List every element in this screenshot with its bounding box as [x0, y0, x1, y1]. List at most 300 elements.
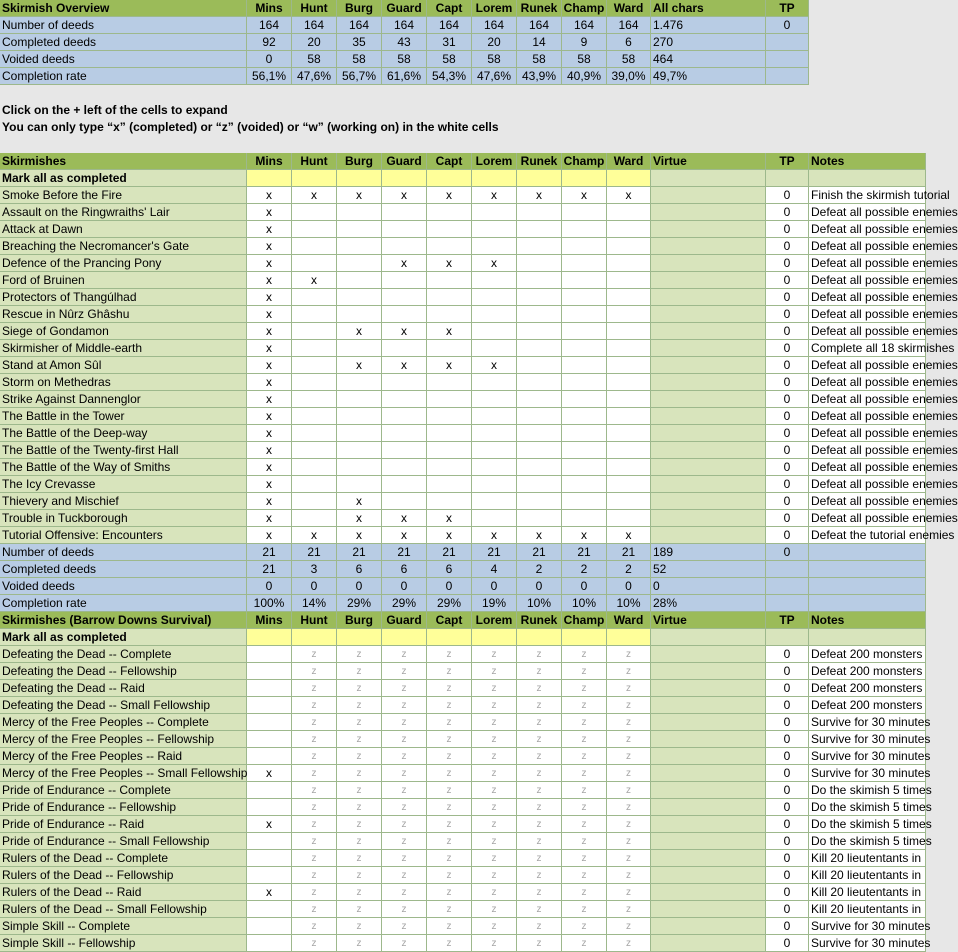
deed-cell[interactable]	[247, 782, 292, 799]
deed-cell[interactable]	[382, 238, 427, 255]
voided-cell[interactable]: z	[517, 765, 562, 782]
voided-cell[interactable]: z	[517, 850, 562, 867]
voided-cell[interactable]: z	[292, 833, 337, 850]
voided-cell[interactable]: z	[292, 680, 337, 697]
deed-cell[interactable]	[427, 221, 472, 238]
deed-cell[interactable]	[382, 476, 427, 493]
deed-cell[interactable]	[247, 646, 292, 663]
deed-cell[interactable]: x	[337, 493, 382, 510]
deed-cell[interactable]	[292, 510, 337, 527]
deed-cell[interactable]	[382, 306, 427, 323]
voided-cell[interactable]: z	[562, 901, 607, 918]
mark-all-cell[interactable]	[607, 629, 651, 646]
deed-cell[interactable]	[562, 323, 607, 340]
deed-cell[interactable]	[517, 493, 562, 510]
voided-cell[interactable]: z	[607, 884, 651, 901]
voided-cell[interactable]: z	[607, 935, 651, 952]
voided-cell[interactable]: z	[607, 714, 651, 731]
mark-all-cell[interactable]	[562, 629, 607, 646]
deed-cell[interactable]: x	[247, 204, 292, 221]
deed-cell[interactable]	[382, 493, 427, 510]
deed-cell[interactable]	[517, 289, 562, 306]
voided-cell[interactable]: z	[382, 918, 427, 935]
deed-cell[interactable]: x	[292, 187, 337, 204]
deed-cell[interactable]	[427, 425, 472, 442]
voided-cell[interactable]: z	[427, 748, 472, 765]
deed-cell[interactable]: x	[247, 306, 292, 323]
deed-cell[interactable]: x	[472, 255, 517, 272]
deed-cell[interactable]: x	[337, 527, 382, 544]
voided-cell[interactable]: z	[382, 697, 427, 714]
voided-cell[interactable]: z	[562, 748, 607, 765]
deed-cell[interactable]	[247, 731, 292, 748]
voided-cell[interactable]: z	[337, 680, 382, 697]
deed-cell[interactable]: x	[607, 527, 651, 544]
deed-cell[interactable]	[517, 425, 562, 442]
deed-cell[interactable]	[517, 306, 562, 323]
mark-all-cell[interactable]	[337, 629, 382, 646]
deed-cell[interactable]	[292, 425, 337, 442]
deed-cell[interactable]	[427, 408, 472, 425]
deed-cell[interactable]: x	[382, 357, 427, 374]
deed-cell[interactable]	[247, 901, 292, 918]
deed-cell[interactable]	[607, 357, 651, 374]
deed-cell[interactable]	[247, 867, 292, 884]
deed-cell[interactable]	[292, 306, 337, 323]
voided-cell[interactable]: z	[382, 833, 427, 850]
deed-cell[interactable]	[562, 459, 607, 476]
voided-cell[interactable]: z	[472, 816, 517, 833]
voided-cell[interactable]: z	[607, 663, 651, 680]
deed-cell[interactable]: x	[247, 340, 292, 357]
voided-cell[interactable]: z	[562, 765, 607, 782]
deed-cell[interactable]: x	[427, 255, 472, 272]
deed-cell[interactable]	[517, 459, 562, 476]
voided-cell[interactable]: z	[292, 748, 337, 765]
voided-cell[interactable]: z	[517, 663, 562, 680]
voided-cell[interactable]: z	[337, 833, 382, 850]
deed-cell[interactable]	[607, 204, 651, 221]
voided-cell[interactable]: z	[382, 867, 427, 884]
voided-cell[interactable]: z	[517, 697, 562, 714]
voided-cell[interactable]: z	[517, 918, 562, 935]
deed-cell[interactable]	[382, 340, 427, 357]
deed-cell[interactable]	[427, 459, 472, 476]
deed-cell[interactable]	[517, 221, 562, 238]
deed-cell[interactable]	[472, 289, 517, 306]
deed-cell[interactable]	[562, 221, 607, 238]
deed-cell[interactable]	[562, 238, 607, 255]
voided-cell[interactable]: z	[472, 697, 517, 714]
deed-cell[interactable]	[247, 748, 292, 765]
voided-cell[interactable]: z	[337, 714, 382, 731]
voided-cell[interactable]: z	[517, 799, 562, 816]
deed-cell[interactable]: x	[247, 255, 292, 272]
voided-cell[interactable]: z	[337, 867, 382, 884]
voided-cell[interactable]: z	[607, 799, 651, 816]
voided-cell[interactable]: z	[607, 850, 651, 867]
mark-all-cell[interactable]	[427, 170, 472, 187]
voided-cell[interactable]: z	[472, 850, 517, 867]
mark-all-cell[interactable]	[472, 629, 517, 646]
deed-cell[interactable]: x	[247, 272, 292, 289]
deed-cell[interactable]: x	[247, 357, 292, 374]
voided-cell[interactable]: z	[607, 646, 651, 663]
mark-all-cell[interactable]	[337, 170, 382, 187]
voided-cell[interactable]: z	[607, 731, 651, 748]
deed-cell[interactable]	[427, 289, 472, 306]
deed-cell[interactable]	[337, 408, 382, 425]
deed-cell[interactable]	[292, 442, 337, 459]
voided-cell[interactable]: z	[562, 714, 607, 731]
deed-cell[interactable]	[562, 289, 607, 306]
voided-cell[interactable]: z	[382, 646, 427, 663]
voided-cell[interactable]: z	[517, 680, 562, 697]
deed-cell[interactable]	[517, 391, 562, 408]
voided-cell[interactable]: z	[427, 935, 472, 952]
deed-cell[interactable]: x	[247, 221, 292, 238]
voided-cell[interactable]: z	[562, 884, 607, 901]
deed-cell[interactable]	[607, 255, 651, 272]
deed-cell[interactable]	[382, 425, 427, 442]
deed-cell[interactable]	[427, 306, 472, 323]
voided-cell[interactable]: z	[382, 782, 427, 799]
voided-cell[interactable]: z	[562, 731, 607, 748]
deed-cell[interactable]	[472, 374, 517, 391]
deed-cell[interactable]	[607, 340, 651, 357]
voided-cell[interactable]: z	[427, 714, 472, 731]
voided-cell[interactable]: z	[562, 680, 607, 697]
deed-cell[interactable]: x	[247, 374, 292, 391]
deed-cell[interactable]: x	[247, 442, 292, 459]
deed-cell[interactable]	[247, 799, 292, 816]
voided-cell[interactable]: z	[472, 867, 517, 884]
deed-cell[interactable]	[427, 374, 472, 391]
deed-cell[interactable]	[292, 204, 337, 221]
deed-cell[interactable]	[472, 408, 517, 425]
deed-cell[interactable]	[292, 476, 337, 493]
deed-cell[interactable]	[562, 357, 607, 374]
voided-cell[interactable]: z	[337, 850, 382, 867]
voided-cell[interactable]: z	[292, 646, 337, 663]
voided-cell[interactable]: z	[292, 697, 337, 714]
deed-cell[interactable]	[517, 323, 562, 340]
deed-cell[interactable]	[562, 340, 607, 357]
deed-cell[interactable]	[517, 442, 562, 459]
deed-cell[interactable]	[472, 204, 517, 221]
voided-cell[interactable]: z	[472, 918, 517, 935]
deed-cell[interactable]: x	[337, 357, 382, 374]
deed-cell[interactable]: x	[517, 187, 562, 204]
voided-cell[interactable]: z	[562, 918, 607, 935]
deed-cell[interactable]: x	[247, 459, 292, 476]
deed-cell[interactable]	[607, 391, 651, 408]
voided-cell[interactable]: z	[292, 799, 337, 816]
deed-cell[interactable]: x	[382, 527, 427, 544]
deed-cell[interactable]	[517, 272, 562, 289]
voided-cell[interactable]: z	[337, 884, 382, 901]
deed-cell[interactable]: x	[427, 323, 472, 340]
voided-cell[interactable]: z	[382, 901, 427, 918]
voided-cell[interactable]: z	[427, 918, 472, 935]
voided-cell[interactable]: z	[427, 799, 472, 816]
deed-cell[interactable]	[562, 391, 607, 408]
deed-cell[interactable]: x	[247, 408, 292, 425]
deed-cell[interactable]	[337, 476, 382, 493]
deed-cell[interactable]	[607, 476, 651, 493]
deed-cell[interactable]	[517, 340, 562, 357]
voided-cell[interactable]: z	[292, 867, 337, 884]
deed-cell[interactable]: x	[247, 527, 292, 544]
voided-cell[interactable]: z	[427, 646, 472, 663]
deed-cell[interactable]	[472, 340, 517, 357]
deed-cell[interactable]	[337, 289, 382, 306]
deed-cell[interactable]: x	[427, 510, 472, 527]
deed-cell[interactable]	[292, 357, 337, 374]
voided-cell[interactable]: z	[337, 799, 382, 816]
deed-cell[interactable]: x	[247, 493, 292, 510]
deed-cell[interactable]	[382, 221, 427, 238]
deed-cell[interactable]	[427, 340, 472, 357]
voided-cell[interactable]: z	[382, 799, 427, 816]
deed-cell[interactable]	[607, 272, 651, 289]
deed-cell[interactable]	[562, 510, 607, 527]
voided-cell[interactable]: z	[607, 901, 651, 918]
voided-cell[interactable]: z	[562, 833, 607, 850]
deed-cell[interactable]	[382, 374, 427, 391]
deed-cell[interactable]	[472, 323, 517, 340]
deed-cell[interactable]: x	[382, 323, 427, 340]
voided-cell[interactable]: z	[472, 714, 517, 731]
deed-cell[interactable]	[382, 442, 427, 459]
voided-cell[interactable]: z	[472, 782, 517, 799]
deed-cell[interactable]: x	[472, 527, 517, 544]
voided-cell[interactable]: z	[382, 884, 427, 901]
deed-cell[interactable]	[292, 340, 337, 357]
mark-all-cell[interactable]	[292, 629, 337, 646]
deed-cell[interactable]: x	[247, 765, 292, 782]
deed-cell[interactable]	[382, 272, 427, 289]
deed-cell[interactable]	[472, 425, 517, 442]
voided-cell[interactable]: z	[472, 646, 517, 663]
deed-cell[interactable]	[292, 459, 337, 476]
deed-cell[interactable]	[292, 391, 337, 408]
deed-cell[interactable]	[382, 289, 427, 306]
voided-cell[interactable]: z	[607, 697, 651, 714]
voided-cell[interactable]: z	[337, 731, 382, 748]
deed-cell[interactable]	[337, 459, 382, 476]
deed-cell[interactable]	[607, 408, 651, 425]
voided-cell[interactable]: z	[337, 901, 382, 918]
deed-cell[interactable]	[562, 255, 607, 272]
voided-cell[interactable]: z	[472, 748, 517, 765]
voided-cell[interactable]: z	[427, 833, 472, 850]
deed-cell[interactable]	[247, 850, 292, 867]
deed-cell[interactable]	[337, 255, 382, 272]
mark-all-cell[interactable]	[517, 170, 562, 187]
voided-cell[interactable]: z	[292, 765, 337, 782]
deed-cell[interactable]	[517, 510, 562, 527]
deed-cell[interactable]	[247, 680, 292, 697]
voided-cell[interactable]: z	[292, 782, 337, 799]
voided-cell[interactable]: z	[517, 748, 562, 765]
deed-cell[interactable]: x	[247, 476, 292, 493]
deed-cell[interactable]: x	[427, 187, 472, 204]
deed-cell[interactable]	[292, 221, 337, 238]
deed-cell[interactable]	[337, 340, 382, 357]
deed-cell[interactable]	[337, 442, 382, 459]
voided-cell[interactable]: z	[337, 816, 382, 833]
voided-cell[interactable]: z	[472, 884, 517, 901]
voided-cell[interactable]: z	[607, 833, 651, 850]
voided-cell[interactable]: z	[517, 816, 562, 833]
voided-cell[interactable]: z	[517, 901, 562, 918]
voided-cell[interactable]: z	[382, 714, 427, 731]
deed-cell[interactable]	[517, 408, 562, 425]
voided-cell[interactable]: z	[292, 850, 337, 867]
voided-cell[interactable]: z	[337, 663, 382, 680]
deed-cell[interactable]: x	[247, 816, 292, 833]
deed-cell[interactable]	[337, 374, 382, 391]
deed-cell[interactable]	[562, 442, 607, 459]
deed-cell[interactable]: x	[292, 272, 337, 289]
voided-cell[interactable]: z	[562, 867, 607, 884]
deed-cell[interactable]	[427, 493, 472, 510]
deed-cell[interactable]	[562, 306, 607, 323]
deed-cell[interactable]	[607, 493, 651, 510]
deed-cell[interactable]	[562, 425, 607, 442]
deed-cell[interactable]	[247, 697, 292, 714]
voided-cell[interactable]: z	[427, 782, 472, 799]
voided-cell[interactable]: z	[517, 833, 562, 850]
deed-cell[interactable]	[337, 272, 382, 289]
mark-all-cell[interactable]	[382, 170, 427, 187]
deed-cell[interactable]	[607, 459, 651, 476]
deed-cell[interactable]: x	[382, 510, 427, 527]
voided-cell[interactable]: z	[562, 799, 607, 816]
voided-cell[interactable]: z	[607, 748, 651, 765]
deed-cell[interactable]	[292, 238, 337, 255]
voided-cell[interactable]: z	[472, 663, 517, 680]
voided-cell[interactable]: z	[382, 731, 427, 748]
voided-cell[interactable]: z	[607, 867, 651, 884]
voided-cell[interactable]: z	[337, 697, 382, 714]
deed-cell[interactable]	[247, 935, 292, 952]
voided-cell[interactable]: z	[607, 918, 651, 935]
mark-all-cell[interactable]	[247, 629, 292, 646]
voided-cell[interactable]: z	[337, 782, 382, 799]
deed-cell[interactable]	[292, 493, 337, 510]
voided-cell[interactable]: z	[427, 850, 472, 867]
voided-cell[interactable]: z	[292, 935, 337, 952]
deed-cell[interactable]	[472, 476, 517, 493]
deed-cell[interactable]	[247, 833, 292, 850]
voided-cell[interactable]: z	[562, 850, 607, 867]
voided-cell[interactable]: z	[472, 833, 517, 850]
deed-cell[interactable]	[517, 238, 562, 255]
voided-cell[interactable]: z	[337, 748, 382, 765]
voided-cell[interactable]: z	[517, 646, 562, 663]
deed-cell[interactable]: x	[337, 323, 382, 340]
deed-cell[interactable]: x	[247, 323, 292, 340]
voided-cell[interactable]: z	[337, 646, 382, 663]
deed-cell[interactable]	[382, 204, 427, 221]
deed-cell[interactable]	[472, 493, 517, 510]
deed-cell[interactable]	[607, 323, 651, 340]
deed-cell[interactable]	[292, 408, 337, 425]
voided-cell[interactable]: z	[472, 765, 517, 782]
deed-cell[interactable]	[337, 391, 382, 408]
deed-cell[interactable]	[607, 306, 651, 323]
voided-cell[interactable]: z	[382, 816, 427, 833]
deed-cell[interactable]: x	[382, 255, 427, 272]
deed-cell[interactable]	[292, 255, 337, 272]
voided-cell[interactable]: z	[427, 816, 472, 833]
voided-cell[interactable]: z	[382, 663, 427, 680]
mark-all-cell[interactable]	[472, 170, 517, 187]
deed-cell[interactable]	[562, 476, 607, 493]
deed-cell[interactable]: x	[247, 884, 292, 901]
deed-cell[interactable]	[292, 323, 337, 340]
voided-cell[interactable]: z	[382, 850, 427, 867]
mark-all-cell[interactable]	[292, 170, 337, 187]
voided-cell[interactable]: z	[472, 731, 517, 748]
voided-cell[interactable]: z	[427, 731, 472, 748]
deed-cell[interactable]: x	[562, 527, 607, 544]
voided-cell[interactable]: z	[607, 765, 651, 782]
voided-cell[interactable]: z	[427, 867, 472, 884]
voided-cell[interactable]: z	[382, 935, 427, 952]
deed-cell[interactable]	[427, 476, 472, 493]
deed-cell[interactable]: x	[427, 357, 472, 374]
mark-all-cell[interactable]	[382, 629, 427, 646]
voided-cell[interactable]: z	[607, 680, 651, 697]
deed-cell[interactable]	[517, 204, 562, 221]
deed-cell[interactable]	[337, 306, 382, 323]
deed-cell[interactable]	[427, 391, 472, 408]
voided-cell[interactable]: z	[517, 714, 562, 731]
deed-cell[interactable]: x	[607, 187, 651, 204]
mark-all-cell[interactable]	[427, 629, 472, 646]
deed-cell[interactable]	[427, 272, 472, 289]
voided-cell[interactable]: z	[337, 918, 382, 935]
deed-cell[interactable]	[472, 238, 517, 255]
voided-cell[interactable]: z	[517, 935, 562, 952]
deed-cell[interactable]: x	[247, 425, 292, 442]
voided-cell[interactable]: z	[562, 646, 607, 663]
voided-cell[interactable]: z	[427, 901, 472, 918]
deed-cell[interactable]	[472, 510, 517, 527]
deed-cell[interactable]	[427, 238, 472, 255]
deed-cell[interactable]	[382, 408, 427, 425]
voided-cell[interactable]: z	[472, 901, 517, 918]
deed-cell[interactable]	[472, 221, 517, 238]
deed-cell[interactable]	[607, 425, 651, 442]
deed-cell[interactable]: x	[247, 238, 292, 255]
deed-cell[interactable]	[517, 476, 562, 493]
voided-cell[interactable]: z	[562, 663, 607, 680]
voided-cell[interactable]: z	[292, 884, 337, 901]
deed-cell[interactable]	[517, 357, 562, 374]
deed-cell[interactable]	[247, 714, 292, 731]
deed-cell[interactable]	[562, 204, 607, 221]
deed-cell[interactable]	[607, 289, 651, 306]
voided-cell[interactable]: z	[427, 680, 472, 697]
deed-cell[interactable]	[562, 493, 607, 510]
deed-cell[interactable]	[472, 272, 517, 289]
voided-cell[interactable]: z	[517, 867, 562, 884]
deed-cell[interactable]	[607, 510, 651, 527]
